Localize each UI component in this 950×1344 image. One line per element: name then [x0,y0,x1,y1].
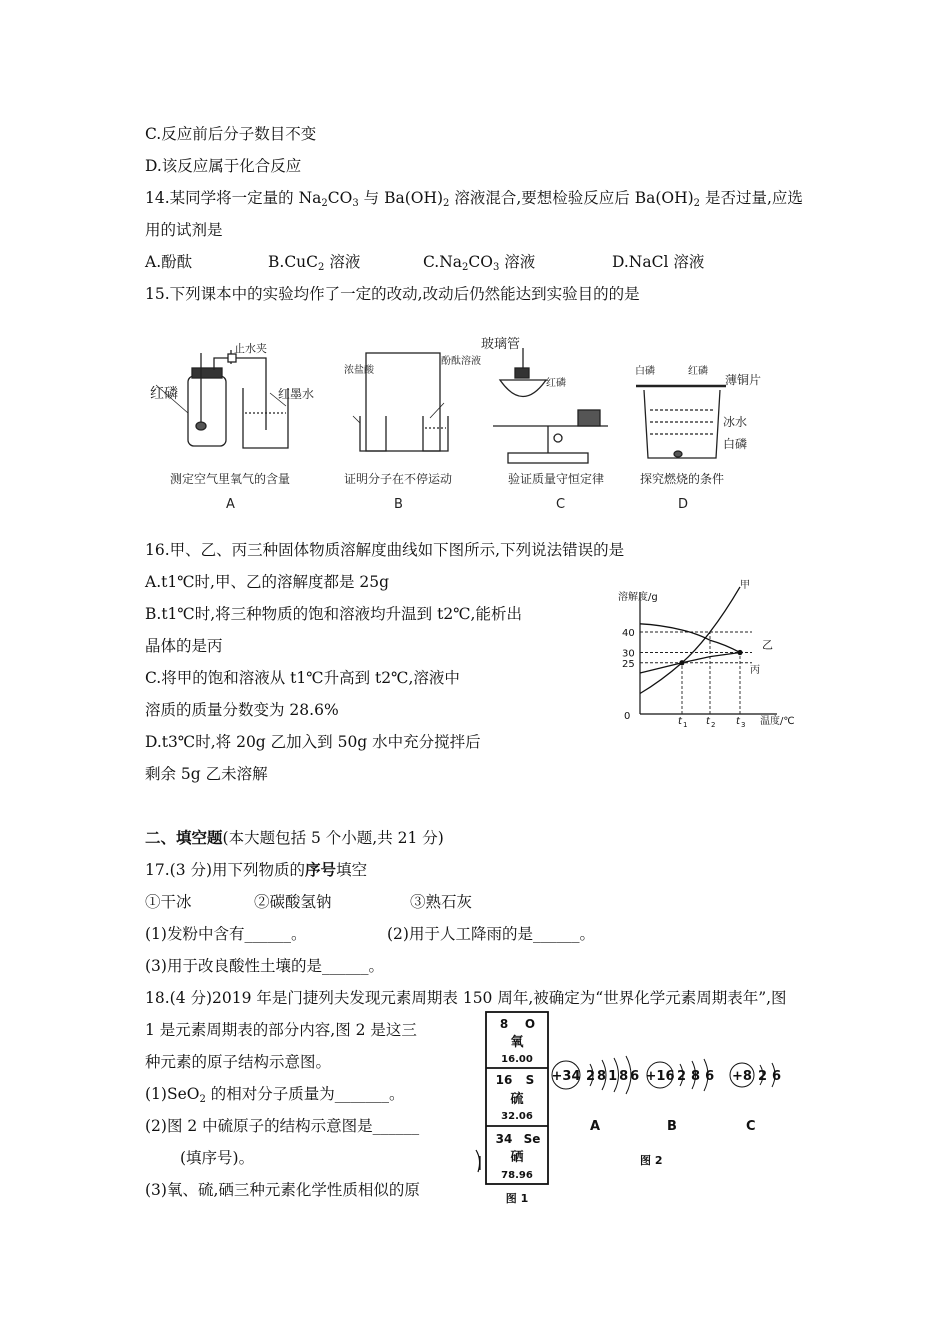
atom-b-nucleus: +16 [645,1069,675,1084]
series-label-bing: 丙 [750,665,760,676]
o-name: 氧 [510,1035,524,1050]
label-phenol: 酚酞溶液 [441,356,481,367]
series-label-jia: 甲 [740,580,750,591]
q17-part-3: (3)用于改良酸性土壤的是______。 [145,957,384,975]
label-copper: 薄铜片 [725,373,762,387]
y-tick-25: 25 [622,658,635,670]
s-mass: 32.06 [501,1111,533,1122]
q18-part-3: (3)氧、硫,硒三种元素化学性质相似的原 [145,1181,420,1199]
letter-d: D [678,497,689,512]
caption-c: 验证质量守恒定律 [508,472,605,486]
q17-item-3: ③熟石灰 [410,893,473,911]
q17-stem: 17.(3 分)用下列物质的序号填空 [145,860,368,879]
atom-c-letter: C [746,1119,756,1134]
q16-option-d-cont: 剩余 5g 乙未溶解 [145,765,268,783]
x-axis-label: 温度/℃ [760,716,795,727]
x-tick-sub-t3: 3 [741,721,746,729]
q14-option-b: B.CuC$_2$ 溶液 [268,253,361,273]
figure2-caption: 图 2 [640,1154,663,1167]
q18-part-1: (1)SeO$_2$ 的相对分子质量为_______。 [145,1085,405,1105]
caption-a: 测定空气里氧气的含量 [170,472,291,486]
q17-item-1: ①干冰 [145,893,192,911]
x-tick-t1: t [678,716,682,727]
atom-a-letter: A [590,1119,601,1134]
label-ice: 冰水 [723,415,748,429]
q16-stem: 16.甲、乙、丙三种固体物质溶解度曲线如下图所示,下列说法错误的是 [145,541,625,559]
o-number: 8 [499,1017,509,1031]
apparatus-c [493,348,608,463]
q18-stem-line3: 种元素的原子结构示意图。 [145,1053,332,1071]
label-ink: 红墨水 [278,387,315,401]
series-label-yi: 乙 [762,638,773,652]
q18-part-2: (2)图 2 中硫原子的结构示意图是______ [145,1117,420,1135]
x-tick-t2: t [706,716,710,727]
figure1-caption: 图 1 [505,1192,529,1205]
q17-part-1: (1)发粉中含有______。 [145,925,307,943]
se-number: 34 [495,1132,513,1146]
s-symbol: S [525,1073,535,1087]
atom-a-nucleus: +34 [551,1069,581,1084]
section2-heading: 二、填空题(本大题包括 5 个小题,共 21 分) [145,828,444,847]
letter-a: A [226,497,235,512]
se-name: 硒 [510,1150,524,1165]
solubility-chart [612,574,812,734]
q17-item-2: ②碳酸氢钠 [254,893,332,911]
q16-option-d: D.t3℃时,将 20g 乙加入到 50g 水中充分搅拌后 [145,733,481,751]
q14-option-c: $C.Na_2CO_3$ 溶液 [423,253,536,273]
q14-option-a: A.酚酞 [145,253,193,271]
q18-stem: 18.(4 分)2019 年是门捷列夫发现元素周期表 150 周年,被确定为“世界化学元素周期表年”,图 [145,989,787,1007]
curve-丙 [640,624,740,653]
y-tick-40: 40 [622,628,635,639]
atom-c-shells: 26 [758,1069,787,1084]
label-phos-c: 红磷 [546,378,566,389]
letter-b: B [394,497,403,512]
q13-option-c: C.反应前后分子数目不变 [145,125,317,143]
apparatus-d [636,386,726,458]
q16-option-b: B.t1℃时,将三种物质的饱和溶液均升温到 t2℃,能析出 [145,605,522,623]
x-tick-sub-t2: 2 [711,721,716,729]
x-tick-t3: t [736,716,740,727]
y-tick-30: 30 [622,648,635,660]
q15-experiment-figure [148,318,778,513]
q18-part-2-cont: (填序号)。 [180,1149,255,1167]
q16-option-b-cont: 晶体的是丙 [145,637,223,655]
label-clamp: 止水夹 [234,342,267,355]
s-name: 硫 [510,1092,524,1107]
atom-b-shells: 286 [677,1069,720,1084]
label-phos-a: 红磷 [150,386,178,402]
q16-option-a: A.t1℃时,甲、乙的溶解度都是 25g [145,573,390,591]
x-tick-sub-t1: 1 [683,721,688,729]
q15-stem: 15.下列课本中的实验均作了一定的改动,改动后仍然能达到实验目的的是 [145,285,640,303]
label-white-d: 白磷 [635,366,655,377]
label-red-d: 红磷 [688,366,708,377]
atom-a-shells: 28186 [586,1069,642,1084]
q17-part-2: (2)用于人工降雨的是______。 [387,925,595,943]
caption-b: 证明分子在不停运动 [344,472,453,486]
atom-b-letter: B [667,1119,677,1134]
o-mass: 16.00 [501,1054,533,1065]
caption-d: 探究燃烧的条件 [640,472,725,486]
y-axis-label: 溶解度/g [618,592,658,603]
s-number: 16 [495,1073,513,1087]
q13-option-d: D.该反应属于化合反应 [145,157,302,175]
letter-c: C [556,497,566,512]
origin-label: 0 [624,711,631,722]
label-hcl: 浓盐酸 [344,365,374,376]
atom-structure-figure [550,1040,790,1170]
se-mass: 78.96 [501,1170,533,1181]
q16-option-c: C.将甲的饱和溶液从 t1℃升高到 t2℃,溶液中 [145,669,460,687]
atom-c-nucleus: +8 [732,1069,752,1084]
q14-option-d: D.NaCl 溶液 [612,253,705,271]
label-tube: 玻璃管 [481,337,521,352]
o-symbol: O [524,1017,536,1031]
label-white2-d: 白磷 [723,437,748,451]
q14-stem-line2: 用的试剂是 [145,221,223,239]
q14-stem: 14.某同学将一定量的 $Na_2CO_3$ 与 $Ba(OH)_2$ 溶液混合,要想检验反应后 $Ba(OH)_2$ 是否过量,应选 [145,189,803,209]
point-t3-30 [737,650,742,655]
q18-stem-line2: 1 是元素周期表的部分内容,图 2 是这三 [145,1021,417,1039]
se-symbol: Se [523,1132,541,1146]
q16-option-c-cont: 溶质的质量分数变为 28.6% [145,701,339,719]
point-t1-25 [679,660,684,665]
